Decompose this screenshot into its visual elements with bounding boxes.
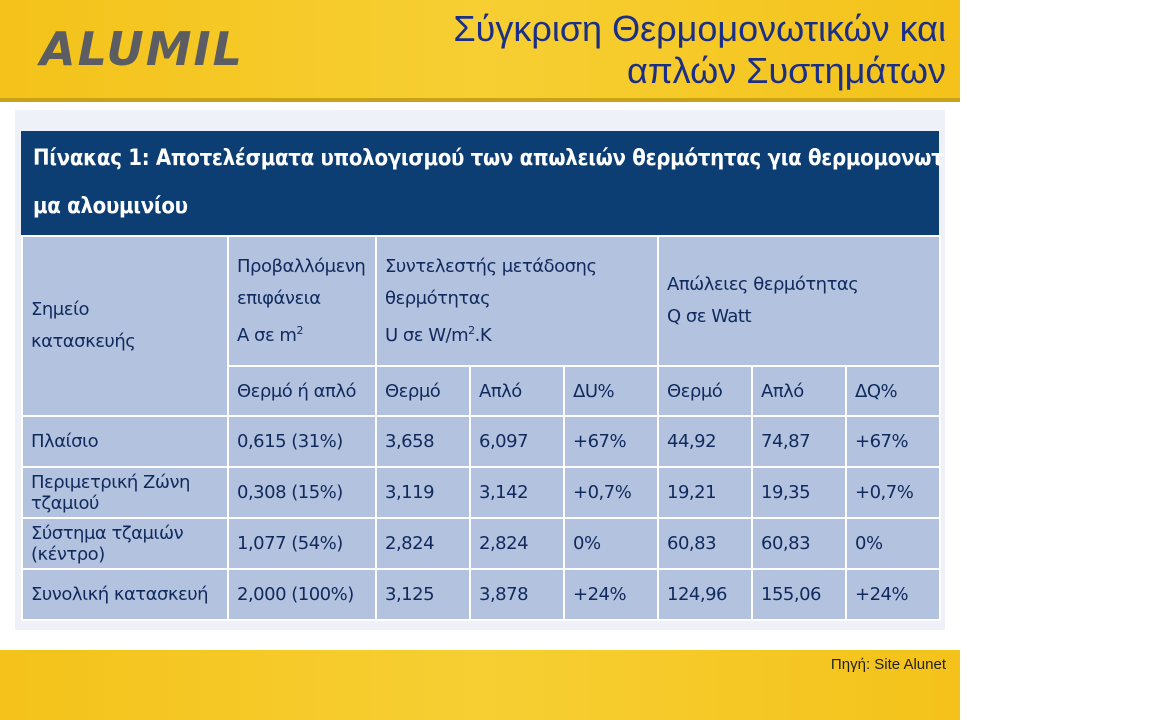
area-header-line-1: Προβαλλόμενη [237,255,366,277]
cell-q-simple: 60,83 [752,518,846,569]
cell-point: Πλαίσιο [22,416,228,467]
u-unit-suffix: .K [474,324,492,346]
cell-dq: +24% [846,569,940,620]
u-header-line-3 [385,315,657,352]
cell-point: Σύστημα τζαμιών (κέντρο) [22,518,228,569]
heat-loss-table [21,235,941,621]
cell-u-thermo: 3,125 [376,569,470,620]
cell-q-thermo: 124,96 [658,569,752,620]
u-unit: U σε W/m [385,324,469,346]
alumil-logo [40,24,244,74]
cell-q-thermo: 19,21 [658,467,752,518]
q-header-line-1: Απώλειες θερμότητας [667,274,859,295]
u-unit-sup: 2 [468,323,475,337]
cell-u-thermo: 2,824 [376,518,470,569]
area-unit: A σε m [237,324,297,346]
cell-area: 2,000 (100%) [228,569,376,620]
cell-area: 0,615 (31%) [228,416,376,467]
subheader-area: Θερμό ή απλό [228,366,376,416]
cell-du: +0,7% [564,467,658,518]
banner-divider [0,98,960,102]
cell-du: 0% [564,518,658,569]
cell-area: 1,077 (54%) [228,518,376,569]
cell-q-simple: 19,35 [752,467,846,518]
cell-area: 0,308 (15%) [228,467,376,518]
caption-line-2: μα αλουμινίου [33,194,188,219]
area-header [228,236,376,366]
cell-u-simple: 3,142 [470,467,564,518]
cell-q-thermo: 60,83 [658,518,752,569]
q-header [658,236,940,366]
u-header [376,236,658,366]
area-header-line-3 [237,315,375,352]
cell-q-thermo: 44,92 [658,416,752,467]
table-row [22,416,940,467]
u-header-line-2: θερμότητας [385,287,491,309]
cell-dq: +0,7% [846,467,940,518]
subheader-q-simple: Απλό [752,366,846,416]
cell-q-simple: 74,87 [752,416,846,467]
cell-u-simple: 6,097 [470,416,564,467]
table-row [22,467,940,518]
subheader-q-thermo: Θερμό [658,366,752,416]
title-line-1: Σύγκριση Θερμομονωτικών και [453,8,946,49]
area-header-line-2: επιφάνεια [237,287,321,309]
subheader-dq: ΔQ% [846,366,940,416]
q-header-line-2: Q σε Watt [667,306,752,327]
cell-u-simple: 2,824 [470,518,564,569]
table-row [22,569,940,620]
header-row-1 [22,236,940,366]
logo-text: ALUMIL [40,22,244,76]
table-caption [21,131,1164,235]
corner-header [22,236,228,416]
cell-u-thermo: 3,658 [376,416,470,467]
caption-line-1: Πίνακας 1: Αποτελέσματα υπολογισμού των απωλειών θερμότητας για θερμομονωτικό και απλό σύστη- [33,146,1164,171]
source-credit: Πηγή: Site Alunet [830,656,946,673]
subheader-u-thermo: Θερμό [376,366,470,416]
title-line-2: απλών Συστημάτων [627,50,946,91]
u-header-line-1: Συντελεστής μετάδοσης [385,255,597,277]
area-unit-sup: 2 [296,323,303,337]
table-row [22,518,940,569]
corner-line-2: κατασκευής [31,331,136,352]
subheader-du: ΔU% [564,366,658,416]
cell-du: +24% [564,569,658,620]
cell-dq: 0% [846,518,940,569]
cell-point: Περιμετρική Ζώνη τζαμιού [22,467,228,518]
cell-dq: +67% [846,416,940,467]
slide-title [386,8,946,92]
corner-line-1: Σημείο [31,299,90,320]
subheader-u-simple: Απλό [470,366,564,416]
cell-u-simple: 3,878 [470,569,564,620]
bottom-banner [0,650,960,720]
cell-u-thermo: 3,119 [376,467,470,518]
cell-du: +67% [564,416,658,467]
cell-point: Συνολική κατασκευή [22,569,228,620]
cell-q-simple: 155,06 [752,569,846,620]
